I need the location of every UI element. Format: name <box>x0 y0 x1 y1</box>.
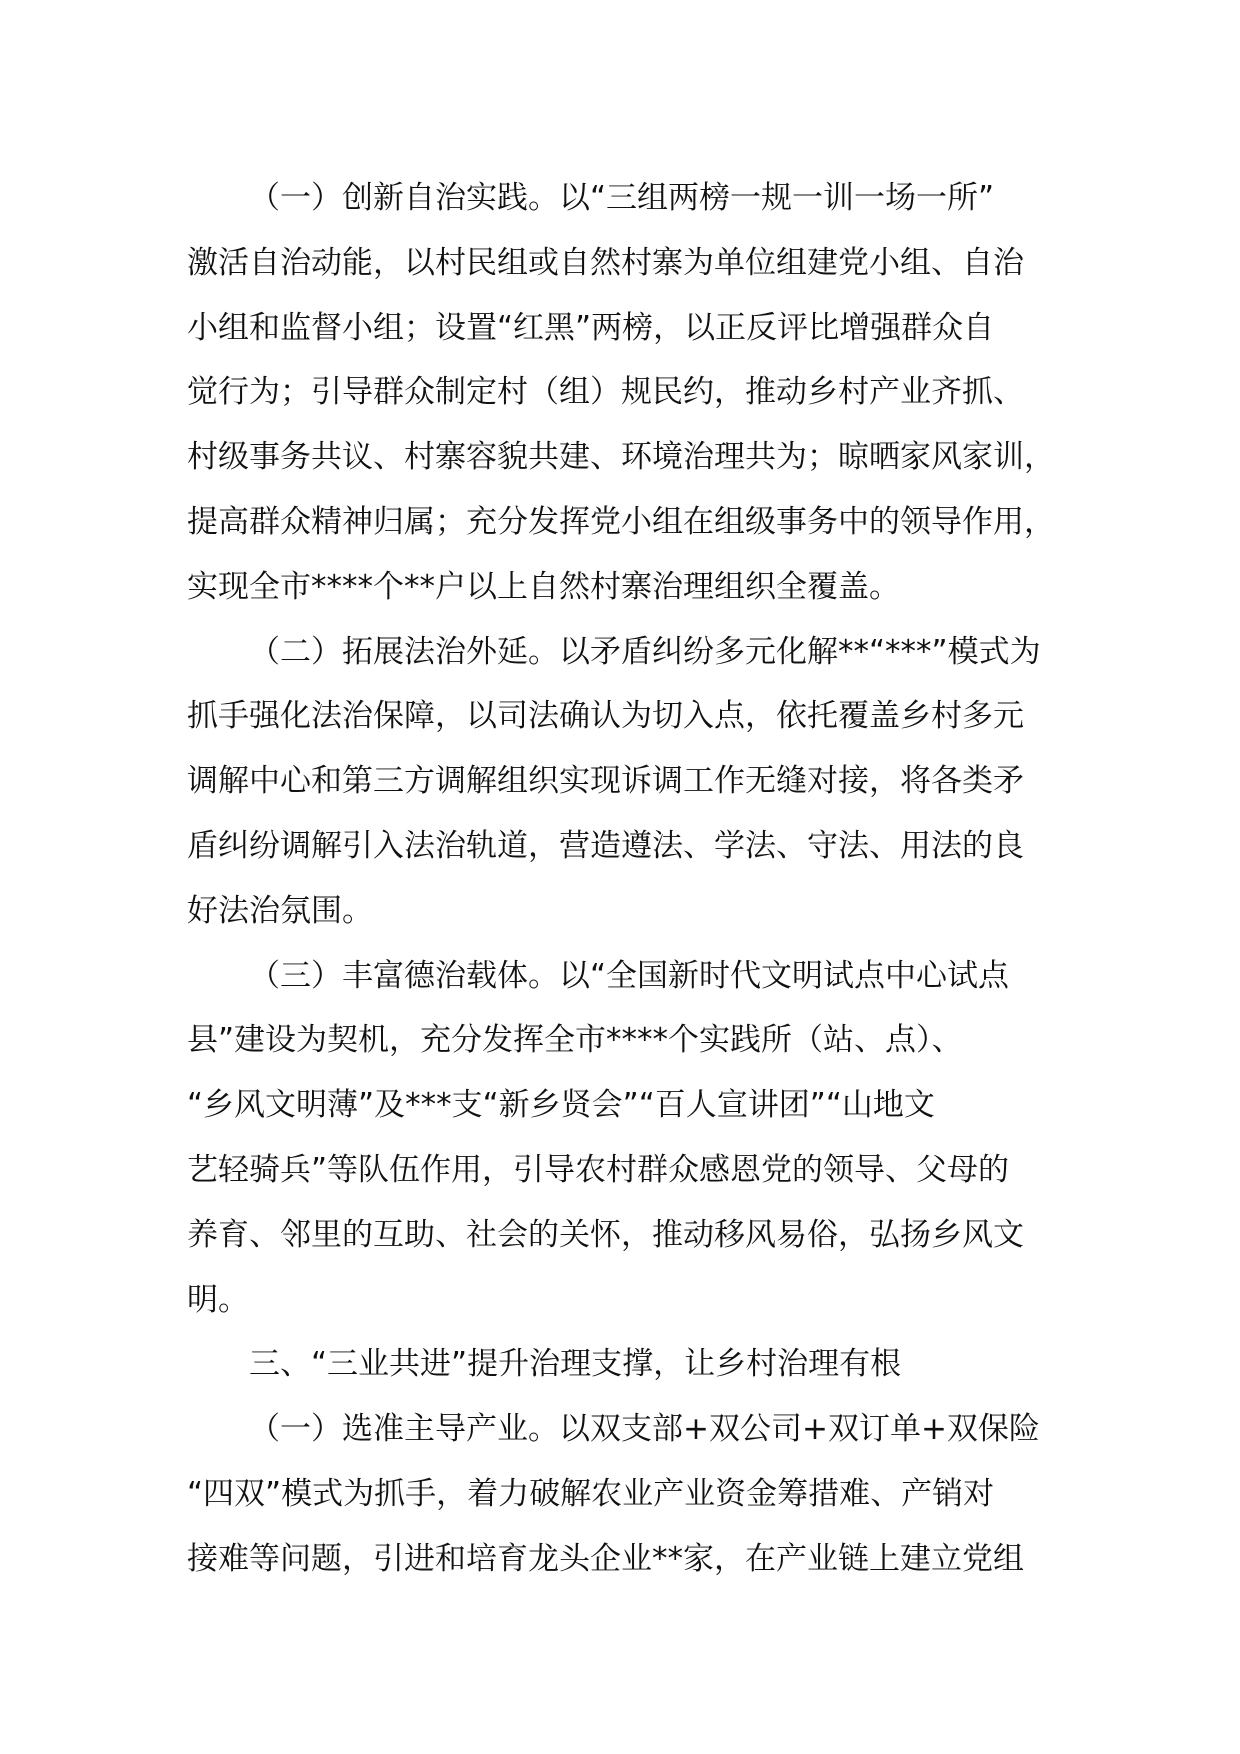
text-line: “乡风文明薄”及***支“新乡贤会”“百人宣讲团”“山地文 <box>187 1087 935 1124</box>
text-line: 实现全市****个**户以上自然村寨治理组织全覆盖。 <box>187 568 900 605</box>
text-line: （一）创新自治实践。以“三组两榜一规一训一场一所” <box>249 180 995 216</box>
text-line: “四双”模式为抓手，着力破解农业产业资金筹措难、产销对 <box>187 1475 995 1512</box>
section-heading: 三、“三业共进”提升治理支撑，让乡村治理有根 <box>249 1346 902 1383</box>
paragraph-rule-of-law <box>187 620 1087 944</box>
text-line: 县”建设为契机，充分发挥全市****个实践所（站、点）、 <box>187 1022 963 1059</box>
paragraph-industry <box>187 1397 1087 1591</box>
paragraph-autonomy <box>187 166 1087 620</box>
text-line: 村级事务共议、村寨容貌共建、环境治理共为；晾晒家风家训， <box>187 439 1055 476</box>
text-line: 养育、邻里的互助、社会的关怀，推动移风易俗，弘扬乡风文 <box>187 1216 1024 1253</box>
text-line: （一）选准主导产业。以双支部+双公司+双订单+双保险 <box>249 1411 1040 1448</box>
text-line: 艺轻骑兵”等队伍作用，引导农村群众感恩党的领导、父母的 <box>187 1151 1010 1188</box>
text-line: （二）拓展法治外延。以矛盾纠纷多元化解**“***”模式为 <box>249 633 1041 670</box>
text-line: 抓手强化法治保障，以司法确认为切入点，依托覆盖乡村多元 <box>187 698 1024 735</box>
text-line: 盾纠纷调解引入法治轨道，营造遵法、学法、守法、用法的良 <box>187 827 1024 864</box>
text-line: 觉行为；引导群众制定村（组）规民约，推动乡村产业齐抓、 <box>187 374 1024 411</box>
text-line: 小组和监督小组；设置“红黑”两榜，以正反评比增强群众自 <box>187 309 995 346</box>
text-line: 好法治氛围。 <box>187 892 373 929</box>
text-line: （三）丰富德治载体。以“全国新时代文明试点中心试点 <box>249 957 1010 994</box>
text-line: 明。 <box>187 1281 249 1318</box>
paragraph-virtue <box>187 944 1087 1333</box>
text-line: 提高群众精神归属；充分发挥党小组在组级事务中的领导作用， <box>187 503 1055 540</box>
text-line: 接难等问题，引进和培育龙头企业**家，在产业链上建立党组 <box>187 1540 1024 1577</box>
text-line: 调解中心和第三方调解组织实现诉调工作无缝对接，将各类矛 <box>187 763 1024 800</box>
text-line: 激活自治动能，以村民组或自然村寨为单位组建党小组、自治 <box>187 244 1024 281</box>
document-body <box>187 166 1087 1592</box>
